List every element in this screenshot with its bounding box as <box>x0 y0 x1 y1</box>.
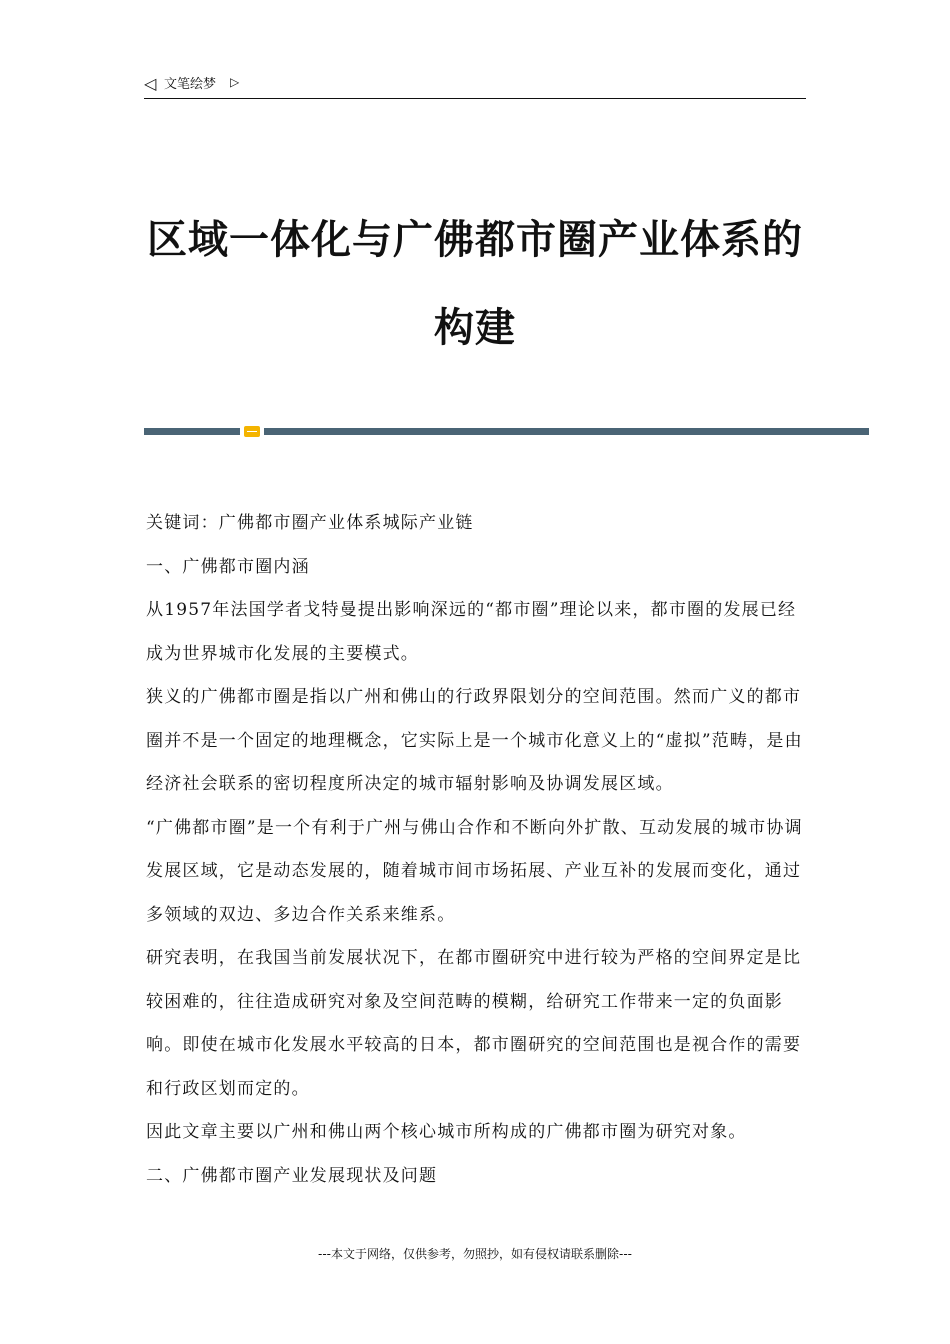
divider-bar-right <box>264 428 869 435</box>
body-paragraph: “广佛都市圈”是一个有利于广州与佛山合作和不断向外扩散、互动发展的城市协调发展区域，它是动态发展的，随着城市间市场拓展、产业互补的发展而变化，通过多领域的双边、多边合作关系来维系。 <box>146 817 803 925</box>
document-title: 区域一体化与广佛都市圈产业体系的构建 <box>147 217 803 351</box>
section-heading-2: 二、广佛都市圈产业发展现状及问题 <box>146 1165 438 1186</box>
divider-bar-left <box>144 428 240 435</box>
body-paragraph: 从1957年法国学者戈特曼提出影响深远的“都市圈”理论以来，都市圈的发展已经成为世界城市化发展的主要模式。 <box>146 600 797 664</box>
body-paragraph: 因此文章主要以广州和佛山两个核心城市所构成的广佛都市圈为研究对象。 <box>146 1122 747 1142</box>
right-triangle-icon: ▷ <box>230 75 240 89</box>
page-footer: ---本文于网络，仅供参考，勿照抄，如有侵权请联系删除--- <box>318 1247 632 1261</box>
divider-emblem-icon <box>244 426 260 437</box>
left-triangle-icon: ◁ <box>144 74 157 93</box>
section-heading-1: 一、广佛都市圈内涵 <box>146 556 310 577</box>
body-paragraph: 研究表明，在我国当前发展状况下，在都市圈研究中进行较为严格的空间界定是比较困难的，往往造成研究对象及空间范畴的模糊，给研究工作带来一定的负面影响。即使在城市化发展水平较高的日本，都市圈研究的空间范围也是视合作的需要和行政区划而定的。 <box>146 948 802 1099</box>
title-divider <box>144 426 869 436</box>
document-body <box>146 502 806 1198</box>
brand-label: 文笔绘梦 <box>164 77 217 92</box>
page-header <box>144 72 806 99</box>
keywords-line: 关键词：广佛都市圈产业体系城际产业链 <box>146 513 474 533</box>
body-paragraph: 狭义的广佛都市圈是指以广州和佛山的行政界限划分的空间范围。然而广义的都市圈并不是一个固定的地理概念，它实际上是一个城市化意义上的“虚拟”范畴，是由经济社会联系的密切程度所决定的城市辐射影响及协调发展区域。 <box>146 687 803 794</box>
